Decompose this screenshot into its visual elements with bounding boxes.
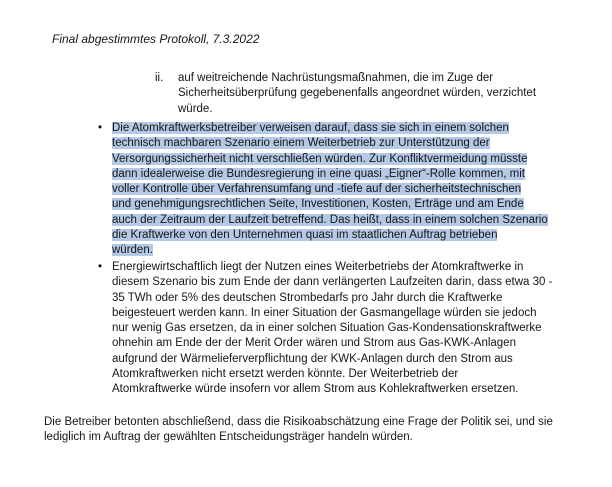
text-line [112, 228, 548, 243]
selection-highlighted-text: Die Atomkraftwerksbetreiber verweisen darauf, dass sie sich in einem solchen [112, 122, 509, 134]
closing-paragraph [44, 415, 553, 446]
text-line: auf weitreichende Nachrüstungsmaßnahmen, die im Zuge der [178, 72, 494, 84]
text-line: 35 TWh oder 5% des deutschen Strombedarfs pro Jahr durch die Kraftwerke [112, 291, 503, 304]
text-line: Atomkraftwerken nicht ersetzt werden könnte. Der Weiterbetrieb der [112, 368, 459, 381]
text-line [112, 136, 548, 151]
bullet-item-operators-statement [112, 121, 548, 259]
text-line [112, 121, 548, 136]
text-line [112, 213, 548, 228]
text-line [112, 197, 548, 212]
text-line: beigesteuert werden kann. In einer Situation der Gasmangellage würden sie jedoch [112, 306, 537, 319]
selection-highlighted-text: dann idealerweise die Bundesregierung in eine quasi „Eigner“-Rolle kommen, mit [112, 167, 525, 180]
bullet-icon: • [98, 261, 103, 273]
text-line [112, 167, 548, 182]
roman-list-marker: ii. [155, 72, 164, 84]
bullet-item-energy-economics [112, 260, 552, 398]
text-line: diesem Szenario bis zum Ende der dann verlängerten Laufzeiten darin, dass etwa 30 - [112, 276, 553, 289]
text-line [112, 152, 548, 167]
selection-highlighted-text: auch der Zeitraum der Laufzeit betreffend. Das heißt, dass in einem solchen Szenario [112, 213, 548, 226]
bullet-icon: • [98, 122, 103, 134]
text-line [112, 243, 548, 258]
text-line: nur wenig Gas ersetzen, da in einer solchen Situation Gas-Kondensationskraftwerke [112, 322, 542, 335]
text-line: Atomkraftwerke würde insofern vor allem Strom aus Kohlekraftwerken ersetzen. [112, 383, 519, 396]
text-line: ohnehin am Ende der der Merit Order wären und Strom aus Gas-KWK-Anlagen [112, 337, 516, 350]
text-line: aufgrund der Wärmelieferverpflichtung der KWK-Anlagen durch den Strom aus [112, 352, 513, 365]
selection-highlighted-text: Versorgungssicherheit nicht verschließen würden. Zur Konfliktvermeidung müsste [112, 152, 528, 165]
selection-highlighted-text: voller Kontrolle über Verfahrensumfang und -tiefe auf der sicherheitstechnischen [112, 183, 522, 196]
text-line: würde. [178, 102, 213, 115]
selection-highlighted-text: die Kraftwerke von den Unternehmen quasi im staatlichen Auftrag betrieben [112, 229, 498, 242]
text-line [112, 182, 548, 197]
selection-highlighted-text: würden. [112, 244, 153, 257]
text-line: Die Betreiber betonten abschließend, dass die Risikoabschätzung eine Frage der Politik sei, und sie [44, 416, 553, 428]
text-line: Sicherheitsüberprüfung gegebenenfalls angeordnet würden, verzichtet [178, 87, 537, 100]
selection-highlighted-text: technisch machbaren Szenario einem Weiterbetrieb zur Unterstützung der [112, 137, 490, 150]
selection-highlighted-text: und genehmigungsrechtlichen Seite, Investitionen, Kosten, Erträge und am Ende [112, 198, 524, 211]
text-line: lediglich im Auftrag der gewählten Entscheidungsträger handeln würden. [44, 431, 413, 444]
text-line: Energiewirtschaftlich liegt der Nutzen eines Weiterbetriebs der Atomkraftwerke in [112, 261, 524, 273]
roman-list-item [178, 71, 536, 117]
document-title: Final abgestimmtes Protokoll, 7.3.2022 [52, 32, 260, 46]
